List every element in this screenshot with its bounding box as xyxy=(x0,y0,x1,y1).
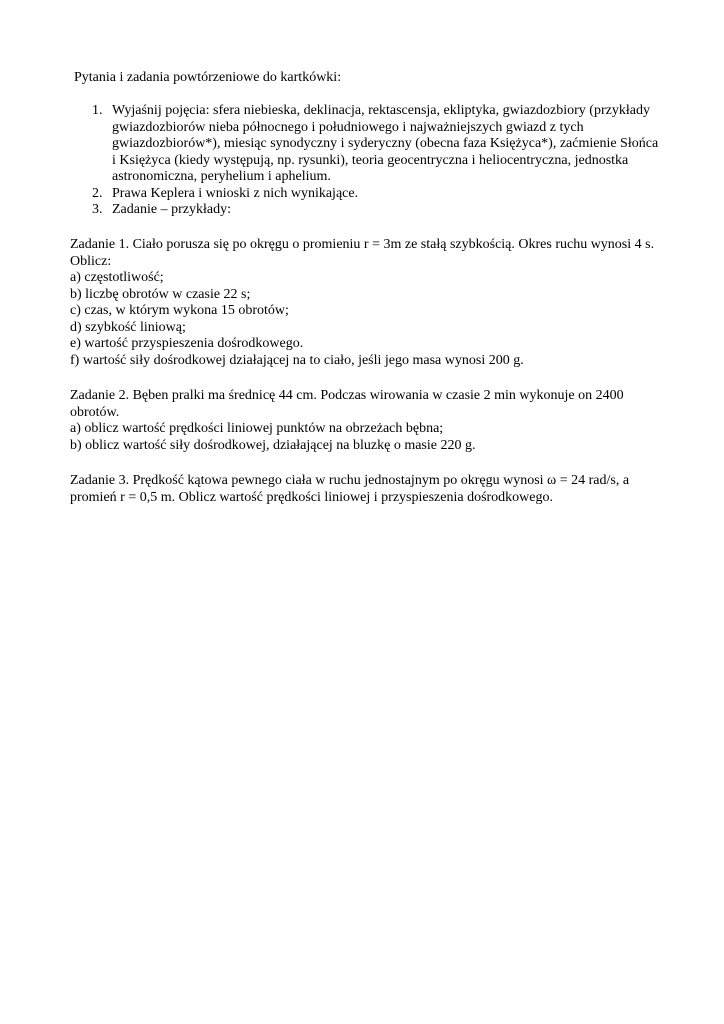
list-item xyxy=(70,186,660,203)
task-1-line-f: f) wartość siły dośrodkowej działającej na to ciało, jeśli jego masa wynosi 200 g. xyxy=(70,352,524,368)
document-heading: Pytania i zadania powtórzeniowe do kartkówki: xyxy=(74,70,342,85)
task-2-line-b: b) oblicz wartość siły dośrodkowej, działającej na bluzkę o masie 220 g. xyxy=(70,437,476,453)
task-1-intro: Zadanie 1. Ciało porusza się po okręgu o promieniu r = 3m ze stałą szybkością. Okres ruchu wynosi 4 s. Oblicz: xyxy=(70,237,655,269)
list-item-number: 3. xyxy=(92,202,103,217)
task-2-intro: Zadanie 2. Bęben pralki ma średnicę 44 cm. Podczas wirowania w czasie 2 min wykonuje on 2400 obrotów. xyxy=(70,388,624,420)
list-item xyxy=(70,103,660,186)
list-item xyxy=(70,202,660,219)
list-item-text: Prawa Keplera i wnioski z nich wynikające. xyxy=(112,185,359,201)
questions-list xyxy=(70,103,660,219)
task-1-line-e: e) wartość przyspieszenia dośrodkowego. xyxy=(70,336,304,351)
task-1-line-c: c) czas, w którym wykona 15 obrotów; xyxy=(70,303,289,318)
task-2-line-a: a) oblicz wartość prędkości liniowej punktów na obrzeżach bębna; xyxy=(70,421,444,436)
task-1-line-b: b) liczbę obrotów w czasie 22 s; xyxy=(70,286,251,302)
task-1-line-a: a) częstotliwość; xyxy=(70,270,164,285)
task-3 xyxy=(70,473,660,506)
task-1 xyxy=(70,237,660,369)
task-3-text: Zadanie 3. Prędkość kątowa pewnego ciała w ruchu jednostajnym po okręgu wynosi ω = 24 rad/s, a promień r = 0,5 m. Oblicz wartość prędkości liniowej i przyspieszenia dośrodkowego. xyxy=(70,473,630,505)
task-2 xyxy=(70,388,660,454)
list-item-number: 2. xyxy=(92,185,103,201)
task-1-line-d: d) szybkość liniową; xyxy=(70,319,186,335)
list-item-text: Wyjaśnij pojęcia: sfera niebieska, deklinacja, rektascensja, ekliptyka, gwiazdozbiory (przykłady gwiazdozbiorów nieba północnego i południowego i najważniejszych gwiazd z tych gwiazdozbiorów*), miesiąc synodyczny i syderyczny (obecna faza Księżyca*), zaćmienie Słońca i Księżyca (kiedy występują, np. rysunki), teoria geocentryczna i heliocentryczna, jednostka astronomiczna, peryhelium i aphelium. xyxy=(112,103,659,184)
list-item-text: Zadanie – przykłady: xyxy=(112,202,231,217)
list-item-number: 1. xyxy=(92,103,103,118)
